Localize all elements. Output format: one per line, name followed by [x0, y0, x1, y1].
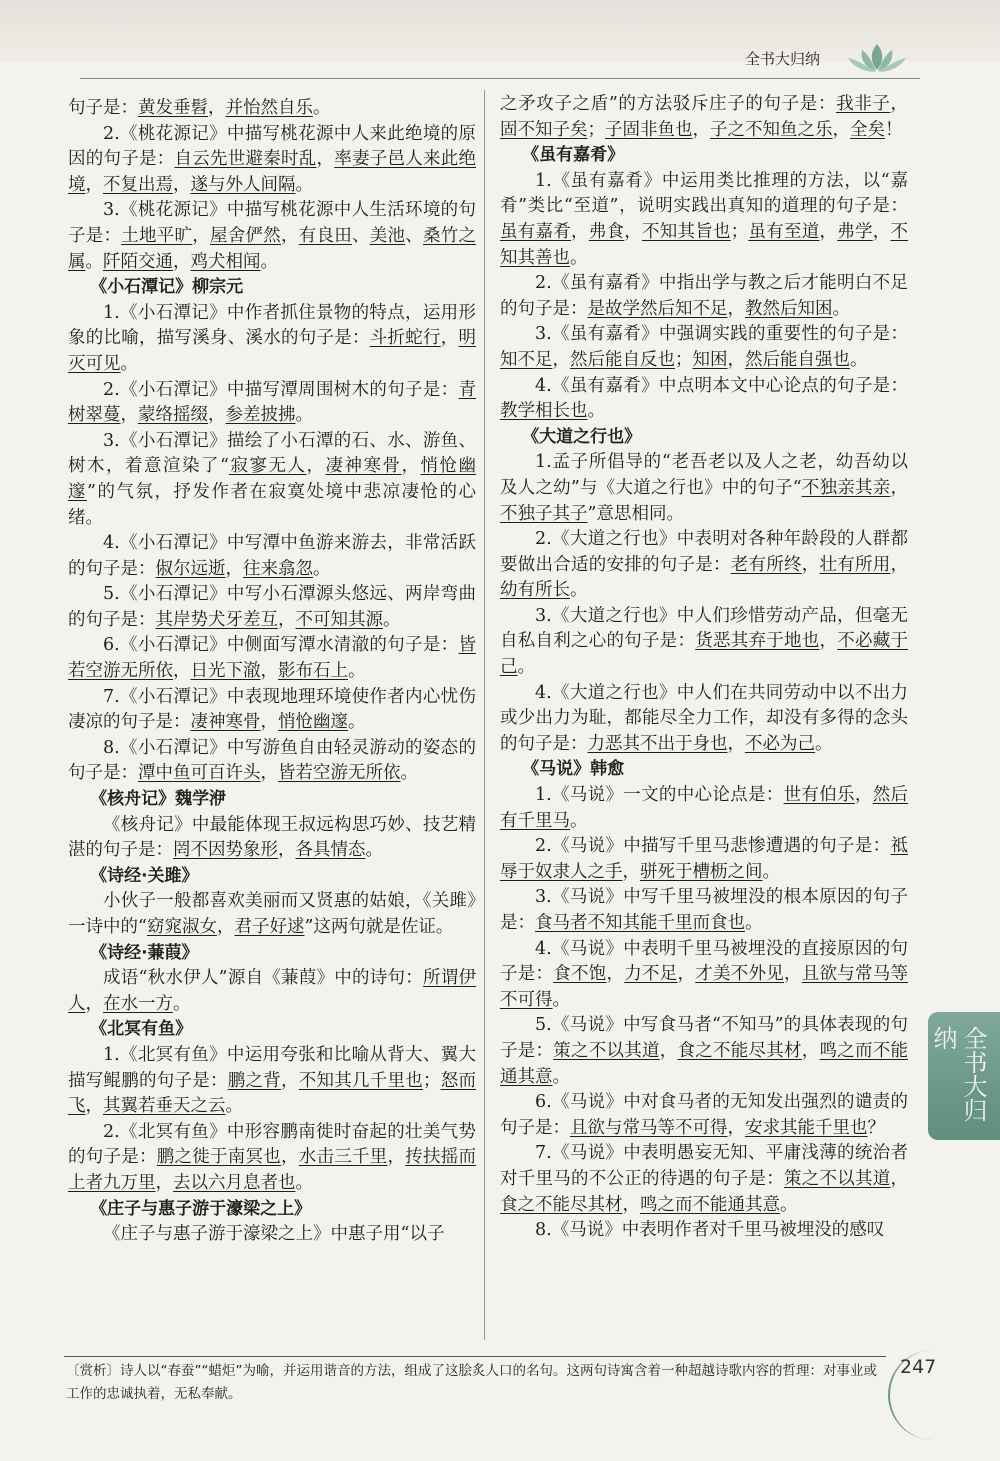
quoted-sentence: 凄神寒骨 — [190, 712, 261, 733]
footnote-text: 诗人以“春蚕”“蜡炬”为喻，并运用谐音的方法，组成了这脍炙人口的名句。这两句诗寓含着一种超越诗歌内容的哲理：对事业或工作的忠诚执着，无私奉献。 — [66, 1363, 877, 1402]
text-run: ， — [727, 733, 745, 754]
text-run: 。 — [295, 1172, 313, 1193]
quoted-sentence: 俶尔远逝 — [155, 558, 226, 579]
text-run: 。 — [173, 993, 191, 1014]
quoted-sentence: 悄怆幽邃 — [278, 712, 348, 733]
quoted-sentence: 鸣之而不能通其意 — [500, 1040, 908, 1087]
paragraph — [68, 582, 476, 633]
quoted-sentence: 固不知子矣 — [500, 119, 588, 140]
text-run: 。 — [850, 349, 868, 370]
quoted-sentence: 然后能自强也 — [745, 349, 850, 370]
section-heading — [500, 425, 908, 451]
text-run: 《核舟记》中最能体现王叔远构思巧妙、技艺精湛的句子是： — [68, 814, 476, 861]
text-run: ， — [727, 349, 745, 370]
quoted-sentence: 鸡犬相闻 — [190, 251, 261, 272]
text-run: ， — [801, 554, 820, 575]
text-run: ， — [281, 1070, 299, 1091]
text-run: ， — [872, 221, 891, 242]
text-run: ， — [606, 964, 625, 985]
paragraph — [500, 783, 908, 834]
paragraph — [68, 96, 476, 122]
text-run: 。 — [815, 733, 833, 754]
text-run: 、 — [405, 225, 423, 246]
quoted-sentence: 影布石上 — [278, 661, 348, 682]
text-run: 1.《虽有嘉肴》中运用类比推理的方法，以“嘉肴”类比“至道”，说明实践出真知的道理的句子是： — [500, 170, 908, 217]
paragraph — [500, 92, 908, 143]
quoted-sentence: 食不饱 — [553, 964, 607, 985]
text-run: ， — [155, 1172, 173, 1193]
quoted-sentence: 壮有所用 — [819, 554, 891, 575]
text-run: 成语“秋水伊人”源自《蒹葭》中的诗句： — [103, 968, 424, 989]
quoted-sentence: 弗食 — [588, 221, 625, 242]
paragraph — [68, 301, 476, 378]
paragraph — [500, 937, 908, 1014]
text-run: ， — [890, 94, 908, 114]
text-run: 。 — [570, 247, 588, 268]
quoted-sentence: 然后能自反也 — [570, 349, 675, 370]
text-run: 。 — [552, 989, 570, 1010]
text-run: 3.《大道之行也》中人们珍惜劳动产品，但毫无自私自利之心的句子是： — [500, 605, 908, 652]
section-heading — [68, 864, 476, 890]
text-run: 3.《虽有嘉肴》中强调实践的重要性的句子是： — [535, 324, 908, 345]
quoted-sentence: 君子好逑 — [234, 917, 305, 937]
section-heading — [500, 757, 908, 783]
text-run: 。 — [745, 913, 763, 933]
paragraph — [500, 322, 908, 373]
text-run: 。 — [260, 251, 278, 272]
quoted-sentence: 各具情态 — [295, 840, 366, 861]
text-run: ， — [677, 964, 696, 985]
quoted-sentence: 我非子 — [836, 94, 891, 114]
paragraph — [68, 813, 476, 864]
text-run: 6.《马说》中对食马者的无知发出强烈的谴责的句子是： — [500, 1092, 908, 1138]
text-run: 2.《马说》中描写千里马悲惨遭遇的句子是： — [535, 836, 891, 857]
text-run: ， — [192, 225, 210, 246]
text-run: 3.《桃花源记》中描写桃花源中人生活环境的句子是： — [68, 200, 476, 246]
quoted-sentence: 水击三千里 — [298, 1147, 388, 1168]
text-run: ， — [260, 712, 278, 733]
text-run: ， — [260, 661, 278, 682]
quoted-sentence: 并怡然自乐 — [225, 98, 313, 118]
quoted-sentence: 才美不外见 — [695, 964, 784, 985]
text-run: ； — [675, 349, 693, 370]
section-heading — [68, 1197, 476, 1223]
text-run: ， — [208, 98, 226, 118]
text-run: 1.孟子所倡导的“老吾老以及人之老，幼吾幼以及人之幼”与《大道之行也》中的句子“ — [500, 452, 908, 498]
paragraph — [68, 889, 476, 940]
paragraph — [500, 834, 908, 885]
text-run: 《小石潭记》柳宗元 — [90, 277, 244, 298]
quoted-sentence: 食之不能尽其材 — [500, 1194, 623, 1215]
paragraph — [68, 429, 476, 531]
paragraph — [500, 271, 908, 322]
text-run: 7.《马说》中表明愚妄无知、平庸浅薄的统治者对千里马的不公正的待遇的句子是： — [500, 1143, 908, 1189]
right-column — [500, 92, 908, 1244]
quoted-sentence: 青树翠蔓 — [68, 379, 476, 426]
text-run: ， — [890, 1168, 908, 1189]
text-run: 7.《小石潭记》中表现地理环境使作者内心忧伤凄凉的句子是： — [68, 686, 476, 733]
quoted-sentence: 知不足 — [500, 349, 553, 370]
page-number: 247 — [900, 1356, 937, 1378]
footnote — [66, 1360, 886, 1406]
quoted-sentence: 鹏之徙于南冥也 — [156, 1147, 281, 1168]
quoted-sentence: 全矣 — [850, 119, 885, 140]
side-section-tab — [928, 1012, 1000, 1140]
text-run: ， — [692, 119, 710, 140]
text-run: 。 — [400, 763, 418, 784]
header-rule — [80, 78, 920, 79]
paragraph — [500, 1141, 908, 1218]
text-run: ； — [423, 1070, 441, 1091]
paragraph — [500, 527, 908, 604]
text-run: ， — [278, 840, 296, 861]
text-run: 2.《虽有嘉肴》中指出学与教之后才能明白不足的句子是： — [500, 273, 908, 319]
paragraph — [68, 122, 476, 199]
quoted-sentence: 策之不以其道 — [784, 1168, 891, 1189]
quoted-sentence: 不知其善也 — [500, 221, 908, 268]
quoted-sentence: 桑竹之属 — [68, 225, 476, 272]
section-heading — [68, 941, 476, 967]
text-run: 4.《马说》中表明千里马被埋没的直接原因的句子是： — [500, 938, 908, 985]
text-run: ， — [85, 1096, 103, 1117]
text-run: 1.《北冥有鱼》中运用夸张和比喻从背大、翼大描写鲲鹏的句子是： — [68, 1044, 476, 1091]
quoted-sentence: 不必藏于己 — [500, 631, 908, 678]
column-divider — [484, 90, 485, 1340]
quoted-sentence: 教然后知困 — [745, 298, 833, 319]
section-heading — [68, 787, 476, 813]
paragraph — [500, 604, 908, 681]
quoted-sentence: 悄怆幽邃 — [68, 456, 477, 502]
text-run: 《庄子与惠子游于濠梁之上》中惠子用“以子 — [103, 1224, 445, 1245]
text-run: 之矛攻子之盾”的方法驳斥庄子的句子是： — [500, 94, 837, 114]
text-run: ， — [306, 456, 326, 477]
text-run: 句子是： — [68, 98, 138, 118]
text-run: 小伙子一般都喜欢美丽而又贤惠的姑娘，《关雎》一诗中的“ — [68, 891, 476, 937]
paragraph — [68, 633, 476, 684]
quoted-sentence: 虽有嘉肴 — [500, 221, 571, 242]
quoted-sentence: 抟扶摇而上者九万里 — [68, 1147, 476, 1193]
text-run: 4.《小石潭记》中写潭中鱼游来游去，非常活跃的句子是： — [68, 533, 476, 579]
text-run: 。 — [85, 251, 103, 272]
quoted-sentence: 在水一方 — [103, 993, 173, 1014]
text-run: ？ — [867, 1117, 885, 1138]
quoted-sentence: 屋舍俨然 — [210, 225, 281, 246]
text-run: ， — [173, 174, 191, 195]
paragraph — [500, 374, 908, 425]
quoted-sentence: 是故学然后知不足 — [587, 298, 728, 319]
text-run: ， — [120, 405, 138, 426]
text-run: ， — [727, 298, 745, 319]
quoted-sentence: 食马者不知其能千里而食也 — [535, 913, 745, 933]
quoted-sentence: 不知其几千里也 — [298, 1070, 423, 1091]
text-run: 《核舟记》魏学洢 — [90, 789, 227, 810]
quoted-sentence: 阡陌交通 — [103, 251, 173, 272]
lotus-emblem-icon — [842, 38, 912, 78]
quoted-sentence: 不可知其源 — [295, 609, 383, 630]
quoted-sentence: 明灭可见 — [68, 328, 476, 374]
paragraph — [68, 531, 476, 582]
paragraph — [68, 685, 476, 736]
text-run: 。 — [762, 861, 780, 882]
quoted-sentence: 凄神寒骨 — [325, 456, 402, 477]
section-heading — [68, 275, 476, 301]
text-run: 、 — [352, 225, 370, 246]
quoted-sentence: 子之不知鱼之乐 — [710, 119, 833, 140]
footnote-label: 〔赏析〕 — [66, 1363, 120, 1379]
text-run: ， — [832, 119, 850, 140]
text-run: 《诗经·蒹葭》 — [90, 942, 199, 963]
text-run: 《北冥有鱼》 — [90, 1019, 193, 1040]
quoted-sentence: 往来翕忽 — [243, 558, 313, 579]
quoted-sentence: 且欲与常马等不可得 — [500, 964, 908, 1010]
quoted-sentence: 不独亲其亲 — [801, 477, 891, 498]
text-run: 。 — [517, 657, 535, 678]
text-run: 。 — [348, 712, 366, 733]
text-run: 。 — [120, 353, 138, 374]
text-run: ， — [727, 1117, 745, 1138]
text-run: 《庄子与惠子游于濠梁之上》 — [90, 1198, 312, 1219]
quoted-sentence: 策之不以其道 — [553, 1040, 660, 1061]
quoted-sentence: 教学相长也 — [500, 401, 588, 422]
text-run: ！ — [885, 119, 903, 140]
quoted-sentence: 土地平旷 — [121, 225, 193, 246]
text-run: 2.《北冥有鱼》中形容鹏南徙时奋起的壮美气势的句子是： — [68, 1121, 476, 1168]
text-run: 4.《虽有嘉肴》中点明本文中心论点的句子是： — [535, 375, 908, 396]
text-run: ， — [854, 785, 873, 806]
text-run: 6.《小石潭记》中侧面写潭水清澈的句子是： — [103, 635, 459, 656]
quoted-sentence: 鹏之背 — [227, 1070, 281, 1091]
quoted-sentence: 自云先世避秦时乱 — [174, 149, 317, 170]
text-run: ， — [890, 554, 908, 575]
paragraph — [68, 378, 476, 429]
quoted-sentence: 鸣之而不能通其意 — [640, 1194, 780, 1215]
text-run: 。 — [552, 1066, 570, 1087]
text-run: 4.《大道之行也》中人们在共同劳动中以不出力或少出力为耻，都能尽全力工作，却没有多得的念头的句子是： — [500, 682, 908, 754]
text-run: 。 — [225, 1096, 243, 1117]
quoted-sentence: 有良田 — [298, 225, 352, 246]
paragraph — [68, 1120, 476, 1197]
text-run: 。 — [313, 98, 331, 118]
text-run: ， — [659, 1040, 678, 1061]
side-tab-label: 全书大归纳 — [929, 1026, 987, 1122]
quoted-sentence: 不必为己 — [745, 733, 815, 754]
text-run: 《诗经·关雎》 — [90, 865, 199, 886]
text-run: ， — [316, 149, 335, 170]
quoted-sentence: 参差披拂 — [225, 405, 296, 426]
text-run: ， — [552, 349, 570, 370]
text-run: ， — [622, 861, 640, 882]
quoted-sentence: 力恶其不出于身也 — [587, 733, 728, 754]
quoted-sentence: 且欲与常马等不可得 — [570, 1117, 728, 1138]
text-run: ， — [85, 174, 103, 195]
text-run: 《虽有嘉肴》 — [522, 145, 625, 166]
quoted-sentence: 皆若空游无所依 — [278, 763, 401, 784]
paragraph — [500, 169, 908, 271]
text-run: ， — [173, 661, 191, 682]
text-run: 。 — [348, 661, 366, 682]
text-run: 2.《桃花源记》中描写桃花源中人来此绝境的原因的句子是： — [68, 123, 476, 170]
quoted-sentence: 子固非鱼也 — [605, 119, 693, 140]
text-run: ， — [216, 917, 235, 937]
section-heading — [68, 1017, 476, 1043]
text-run: 5.《小石潭记》中写小石潭源头悠远、两岸弯曲的句子是： — [68, 584, 476, 630]
quoted-sentence: 知困 — [692, 349, 728, 370]
quoted-sentence: 遂与外人间隔 — [190, 174, 296, 195]
paragraph — [500, 885, 908, 936]
text-run: ， — [401, 456, 421, 477]
text-run: ， — [440, 328, 459, 349]
text-run: 《马说》韩愈 — [522, 759, 625, 780]
text-run: ”的气氛，抒发作者在寂寞处境中悲凉凄怆的心绪。 — [68, 481, 477, 528]
text-run: ； — [730, 221, 749, 242]
text-run: 3.《小石潭记》描绘了小石潭的石、水、游鱼、树木，着意渲染了“ — [68, 430, 476, 477]
text-run: 。 — [295, 405, 313, 426]
text-run: 1.《马说》一文的中心论点是： — [535, 785, 784, 806]
quoted-sentence: 安求其能千里也 — [745, 1117, 868, 1138]
text-run: ， — [784, 964, 802, 985]
footnote-rule — [64, 1356, 886, 1357]
quoted-sentence: 皆若空游无所依 — [68, 635, 476, 682]
text-run: 2.《大道之行也》中表明对各种年龄段的人群都要做出合适的安排的句子是： — [500, 529, 908, 575]
quoted-sentence: 货恶其弃于地也 — [695, 631, 820, 652]
quoted-sentence: 弗学 — [837, 221, 873, 242]
paragraph — [68, 198, 476, 275]
quoted-sentence: 窈窕淑女 — [146, 917, 217, 937]
quoted-sentence: 老有所终 — [730, 554, 802, 575]
text-run: 2.《小石潭记》中描写潭周围树木的句子是： — [103, 379, 459, 400]
quoted-sentence: 率妻子邑人来此绝境 — [68, 149, 476, 195]
paragraph — [500, 1218, 908, 1244]
text-run: 。 — [570, 580, 588, 601]
text-run: ， — [173, 251, 191, 272]
section-heading — [500, 143, 908, 169]
text-run: ， — [819, 221, 838, 242]
paragraph — [68, 966, 476, 1017]
text-run: ， — [387, 1147, 406, 1168]
quoted-sentence: 骈死于槽枥之间 — [640, 861, 763, 882]
text-run: ， — [281, 225, 299, 246]
text-run: 。 — [383, 609, 401, 630]
paragraph — [68, 1222, 476, 1248]
quoted-sentence: 祗辱于奴隶人之手 — [500, 836, 908, 882]
text-run: 5.《马说》中写食马者“不知马”的具体表现的句子是： — [500, 1015, 908, 1061]
text-run: 。 — [313, 558, 331, 579]
text-run: ， — [571, 221, 589, 242]
quoted-sentence: 寂寥无人 — [228, 456, 307, 477]
text-run: ”意思相同。 — [587, 503, 684, 524]
quoted-sentence: 不独子其子 — [500, 503, 588, 524]
text-run: 。 — [570, 810, 588, 831]
left-column — [68, 96, 476, 1248]
quoted-sentence: 其岸势犬牙差互 — [155, 609, 278, 630]
paragraph — [500, 681, 908, 758]
quoted-sentence: 虽有至道 — [748, 221, 820, 242]
text-run: 3.《马说》中写千里马被埋没的根本原因的句子是： — [500, 887, 908, 933]
quoted-sentence: 怒而飞 — [68, 1070, 476, 1117]
text-run: 。 — [780, 1194, 798, 1215]
paragraph — [68, 1043, 476, 1120]
text-run: 。 — [832, 298, 850, 319]
text-run: 。 — [295, 174, 313, 195]
paragraph — [500, 450, 908, 527]
text-run: 《大道之行也》 — [522, 426, 642, 447]
text-run: 8.《小石潭记》中写游鱼自由轻灵游动的姿态的句子是： — [68, 737, 476, 784]
paragraph — [68, 736, 476, 787]
quoted-sentence: 黄发垂髫 — [138, 98, 208, 118]
paragraph — [500, 1090, 908, 1141]
text-run: ， — [622, 1194, 640, 1215]
text-run: 。 — [365, 840, 383, 861]
quoted-sentence: 幼有所长 — [500, 580, 570, 601]
quoted-sentence: 斗折蛇行 — [369, 328, 441, 349]
text-run: ”这两句就是佐证。 — [304, 917, 454, 937]
text-run: 。 — [587, 401, 605, 422]
text-run: 1.《小石潭记》中作者抓住景物的特点，运用形象的比喻，描写溪身、溪水的句子是： — [68, 302, 476, 349]
quoted-sentence: 不复出焉 — [103, 174, 173, 195]
quoted-sentence: 潭中鱼可百许头 — [138, 763, 261, 784]
text-run: 8.《马说》中表明作者对千里马被埋没的感叹 — [535, 1220, 885, 1241]
quoted-sentence: 力不足 — [624, 964, 678, 985]
text-run: ， — [890, 477, 909, 498]
quoted-sentence: 去以六月息者也 — [173, 1172, 296, 1193]
text-run: ， — [278, 609, 296, 630]
quoted-sentence: 罔不因势象形 — [173, 840, 278, 861]
quoted-sentence: 不知其旨也 — [642, 221, 731, 242]
text-run: ， — [260, 763, 278, 784]
text-run: ， — [801, 1040, 820, 1061]
quoted-sentence: 所谓伊人 — [68, 968, 477, 1014]
quoted-sentence: 日光下澈 — [190, 661, 261, 682]
text-run: ， — [819, 631, 838, 652]
text-run: ， — [85, 993, 103, 1014]
quoted-sentence: 世有伯乐 — [783, 785, 855, 806]
text-run: ， — [225, 558, 243, 579]
text-run: ； — [587, 119, 605, 140]
running-header: 全书大归纳 — [745, 50, 821, 68]
quoted-sentence: 蒙络摇缀 — [138, 405, 208, 426]
quoted-sentence: 美池 — [369, 225, 406, 246]
quoted-sentence: 然后有千里马 — [500, 785, 909, 831]
quoted-sentence: 其翼若垂天之云 — [103, 1096, 226, 1117]
text-run: ， — [624, 221, 642, 242]
text-run: ， — [281, 1147, 299, 1168]
quoted-sentence: 食之不能尽其材 — [677, 1040, 802, 1061]
text-run: ， — [208, 405, 226, 426]
paragraph — [500, 1013, 908, 1090]
